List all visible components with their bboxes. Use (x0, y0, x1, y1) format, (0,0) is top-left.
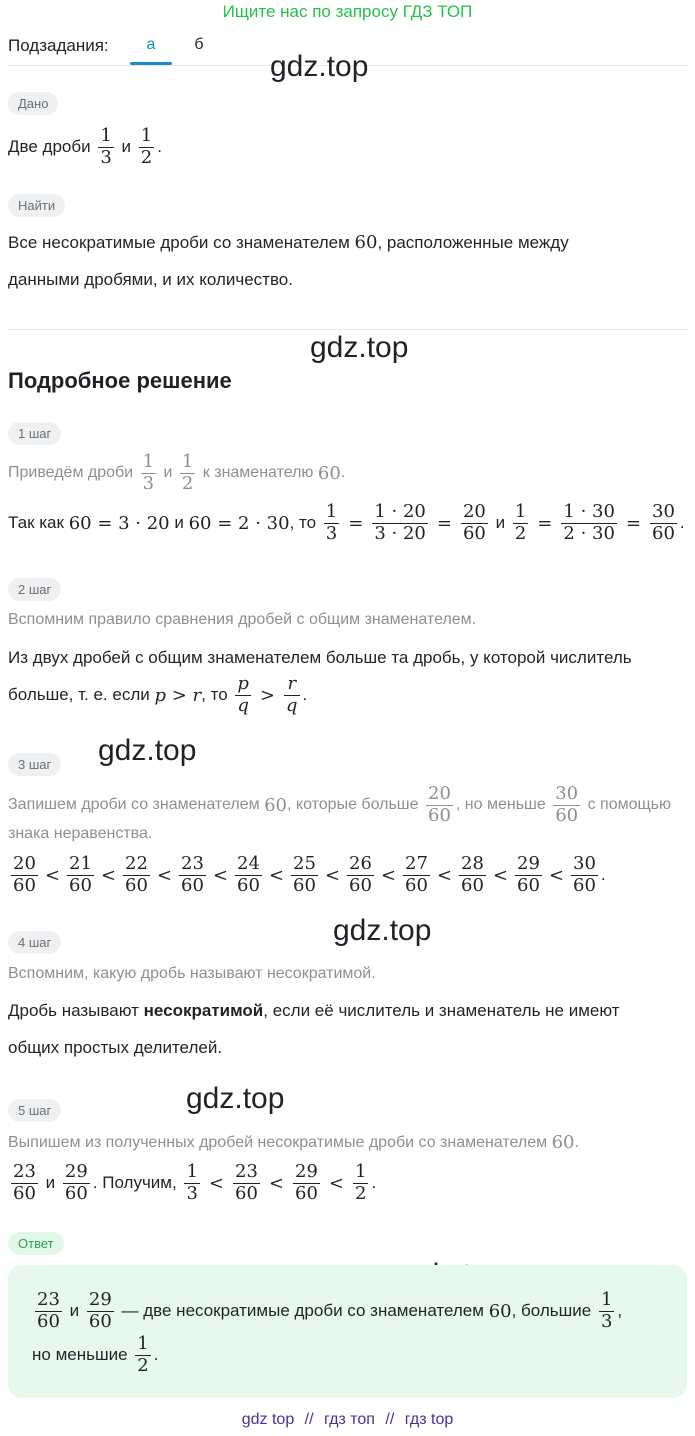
find-pill: Найти (8, 194, 65, 217)
subtasks-label: Подзадания: (8, 36, 109, 55)
step1-hint: Приведём дроби $\frac{1}{3}$ и $\frac{1}{2}$ к знаменателю 60 . (8, 450, 346, 494)
step3-pill: 3 шаг (8, 753, 61, 776)
chain-fraction: $\frac{25}{60}$ (293, 852, 316, 896)
find-text-line1: Все несократимые дроби со знаменателем 60 , расположенные между (8, 232, 569, 253)
step2-line2: больше, т. е. если p > r , то $\frac{p}{q}$ > $\frac{r}{q}$ . (8, 672, 308, 716)
watermark: gdz.top (270, 50, 369, 83)
answer-line2: но меньшие $\frac{1}{2}$ . (32, 1332, 159, 1376)
given-pill: Дано (8, 92, 58, 115)
footer-separator: // (385, 1411, 395, 1428)
step2-pill: 2 шаг (8, 578, 61, 601)
chain-fraction: $\frac{24}{60}$ (237, 852, 260, 896)
tab-a[interactable]: а (146, 36, 156, 53)
step2-line1: Из двух дробей с общим знаменателем больше та дробь, у которой числитель (8, 648, 632, 667)
fraction: $\frac{1}{2}$ (140, 124, 153, 168)
footer-link-gdz-top-ru[interactable]: гдз топ (324, 1411, 375, 1428)
footer-separator: // (304, 1411, 314, 1428)
chain-fraction: $\frac{28}{60}$ (461, 852, 484, 896)
fraction-chain: $\frac{20}{60}$ < $\frac{21}{60}$ < $\frac{22}{60}$ < $\frac{23}{60}$ < $\frac{24}{60}$ < $\frac{25}{60}$ < $\frac{26}{60}$ < $\frac{27}{60}$ < $\frac{28}{60}$ < $\frac{29}{60}$ < $\frac{30}{60}$ . (13, 852, 606, 896)
find-text-line2: данными дробями, и их количество. (8, 270, 293, 289)
footer-link-gdz-top[interactable]: gdz top (241, 1411, 295, 1428)
chain-fraction: $\frac{22}{60}$ (125, 852, 148, 896)
fraction: $\frac{1}{3}$ (100, 124, 112, 168)
step5-hint: Выпишем из полученных дробей несократимые дроби со знаменателем 60 . (8, 1132, 579, 1153)
chain-fraction: $\frac{20}{60}$ (13, 852, 36, 896)
watermark: gdz.top (333, 914, 432, 947)
chain-fraction: $\frac{21}{60}$ (69, 852, 92, 896)
chain-fraction: $\frac{30}{60}$ (573, 852, 596, 896)
step1-equation: Так как 60 = 3 · 20 и 60 = 2 · 30 , то $\frac{1}{3}$ = $\frac{1 \cdot 20}{3 \cdot 20}$ = $\frac{20}{60}$ и $\frac{1}{2}$ = $\frac{1 \cdot 30}{2 \cdot 30}$ = $\frac{30}{60}$ . (8, 500, 685, 544)
watermark: gdz.top (186, 1082, 285, 1115)
watermark: gdz.top (310, 331, 409, 364)
step1-pill: 1 шаг (8, 422, 61, 445)
watermark: gdz.top (98, 734, 197, 767)
step4-line2: общих простых делителей. (8, 1038, 223, 1057)
step5-pill: 5 шаг (8, 1099, 61, 1122)
chain-fraction: $\frac{26}{60}$ (349, 852, 372, 896)
answer-pill: Ответ (8, 1232, 64, 1255)
chain-fraction: $\frac{29}{60}$ (517, 852, 540, 896)
step2-hint: Вспомним правило сравнения дробей с общим знаменателем. (8, 611, 477, 628)
chain-fraction: $\frac{27}{60}$ (405, 852, 428, 896)
answer-line1: $\frac{23}{60}$ и $\frac{29}{60}$ — две несократимые дроби со знаменателем 60 , большие $\frac{1}{3}$ , (37, 1288, 623, 1332)
given-text: Две дроби $\frac{1}{3}$ и $\frac{1}{2}$ . (8, 124, 162, 168)
footer-links (0, 1411, 695, 1429)
solution-title: Подробное решение (8, 368, 232, 393)
step4-line1: Дробь называют несократимой , если её числитель и знаменатель не имеют (8, 1001, 620, 1020)
step5-result: $\frac{23}{60}$ и $\frac{29}{60}$ . Получим, $\frac{1}{3}$ < $\frac{23}{60}$ < $\frac{29}{60}$ < $\frac{1}{2}$ . (13, 1160, 377, 1204)
step4-pill: 4 шаг (8, 931, 61, 954)
top-banner[interactable]: Ищите нас по запросу ГДЗ ТОП (222, 2, 473, 21)
chain-fraction: $\frac{23}{60}$ (181, 852, 204, 896)
footer-link-gdz-top-mixed[interactable]: гдз top (404, 1411, 454, 1428)
section-divider (8, 329, 687, 330)
step3-hint: Запишем дроби со знаменателем 60 , которые больше $\frac{20}{60}$ , но меньше $\frac{30}{60}$ с помощью (8, 782, 671, 826)
tab-b[interactable]: б (194, 36, 204, 53)
step4-hint: Вспомним, какую дробь называют несократимой. (8, 965, 376, 982)
step3-hint-line2: знака неравенства. (8, 825, 153, 842)
